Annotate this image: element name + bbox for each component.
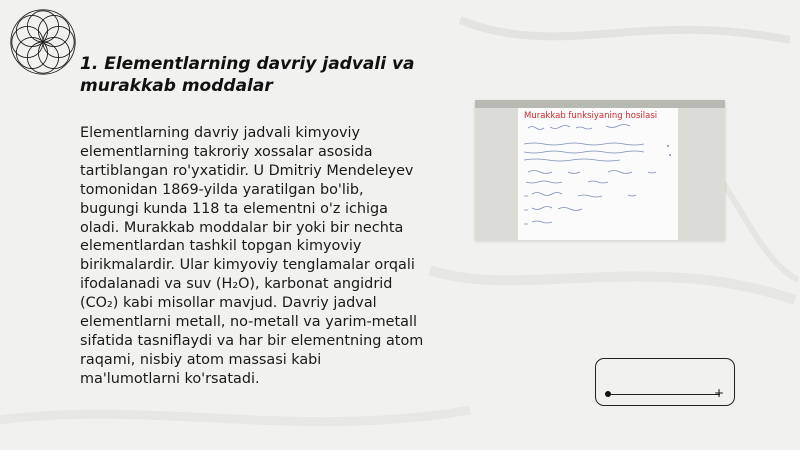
handwritten-notes: [518, 122, 678, 240]
screenshot-page: [518, 108, 678, 240]
playhead-knob-icon[interactable]: [605, 391, 611, 397]
spirograph-logo-icon: [4, 3, 82, 81]
embedded-screenshot: [475, 100, 725, 240]
plus-icon[interactable]: +: [714, 386, 725, 400]
slide-title: 1. Elementlarning davriy jadvali va murakkab moddalar: [80, 54, 415, 96]
screenshot-toolbar: [475, 100, 725, 108]
screenshot-heading: Murakkab funksiyaning hosilasi: [524, 111, 658, 121]
progress-track[interactable]: [608, 394, 720, 395]
slide-body-text: Elementlarning davriy jadvali kimyoviy elementlarning takroriy xossalar asosida tartiblangan ro'yxatidir. U Dmitriy Mendeleyev tomonidan 1869-yilda yaratilgan bo'lib, bugungi kunda 118 ta elementni o'z ichiga oladi. Murakkab moddalar bir yoki bir nechta elementlardan tashkil topgan kimyoviy birikmalardir. Ular kimyoviy tenglamalar orqali ifodalanadi va suv (H₂O), karbonat angidrid (CO₂) kabi misollar mavjud. Davriy jadval elementlarni metall, no-metall va yarim-metall sifatida tasniflaydi va har bir elementning atom raqami, nisbiy atom massasi kabi ma'lumotlarni ko'rsatadi.: [80, 125, 424, 387]
media-player-control[interactable]: [595, 358, 735, 406]
